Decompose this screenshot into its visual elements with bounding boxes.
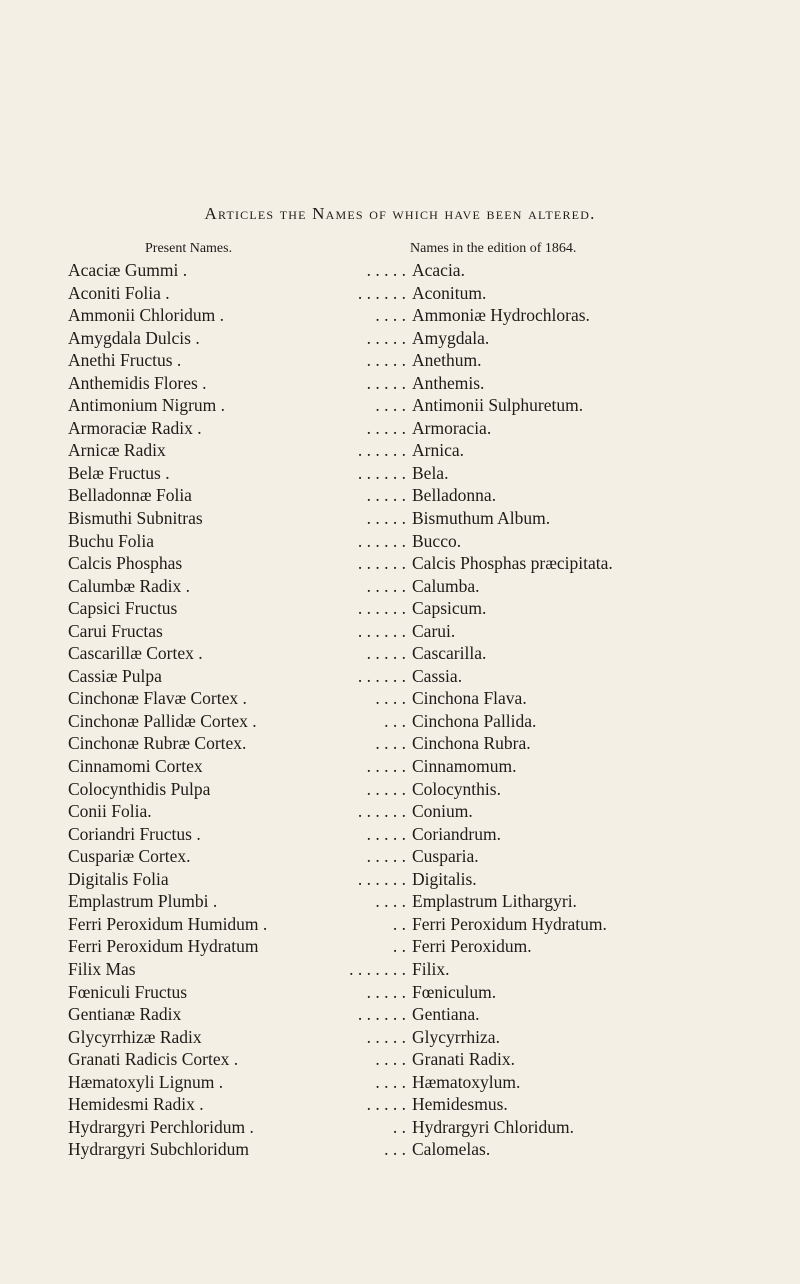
- dot-leader: . . . . .: [366, 327, 406, 348]
- table-row: [68, 282, 788, 305]
- present-name: Granati Radicis Cortex .: [68, 1049, 239, 1070]
- present-name: Antimonium Nigrum .: [68, 395, 226, 416]
- present-name: Digitalis Folia: [68, 868, 169, 889]
- present-name: Colocynthidis Pulpa: [68, 778, 211, 799]
- present-name: Cuspariæ Cortex.: [68, 846, 191, 867]
- dot-leader: . . . .: [375, 1049, 406, 1070]
- table-row: [68, 597, 788, 620]
- dot-leader: . . . . .: [366, 485, 406, 506]
- old-name: Bucco.: [412, 530, 462, 551]
- present-name: Cassiæ Pulpa: [68, 665, 162, 686]
- old-name: Digitalis.: [412, 868, 477, 889]
- present-name: Hydrargyri Subchloridum: [68, 1139, 249, 1160]
- present-name: Arnicæ Radix: [68, 440, 166, 461]
- old-name: Emplastrum Lithargyri.: [412, 891, 577, 912]
- present-name: Cinchonæ Rubræ Cortex.: [68, 733, 247, 754]
- table-row: [68, 958, 788, 981]
- old-name: Cinchona Flava.: [412, 688, 527, 709]
- present-name: Conii Folia.: [68, 801, 152, 822]
- table-row: [68, 642, 788, 665]
- present-name: Bismuthi Subnitras: [68, 508, 203, 529]
- old-name: Belladonna.: [412, 485, 497, 506]
- present-name: Fœniculi Fructus: [68, 981, 188, 1002]
- dot-leader: . . . . .: [366, 508, 406, 529]
- old-name: Cascarilla.: [412, 643, 487, 664]
- dot-leader: . . . .: [375, 891, 406, 912]
- old-name: Cinchona Pallida.: [412, 710, 537, 731]
- table-row: [68, 507, 788, 530]
- old-name: Hemidesmus.: [412, 1094, 508, 1115]
- dot-leader: . . . . .: [366, 823, 406, 844]
- table-row: [68, 575, 788, 598]
- dot-leader: . . . . .: [366, 372, 406, 393]
- old-name: Cinchona Rubra.: [412, 733, 531, 754]
- table-row: [68, 710, 788, 733]
- old-name: Amygdala.: [412, 327, 490, 348]
- dot-leader: . . . . . .: [357, 598, 406, 619]
- page-heading: Articles the Names of which have been altered.: [204, 204, 596, 223]
- present-name: Hæmatoxyli Lignum .: [68, 1071, 224, 1092]
- dot-leader: . .: [392, 913, 406, 934]
- table-row: [68, 1116, 788, 1139]
- table-row: [68, 304, 788, 327]
- old-name: Ferri Peroxidum Hydratum.: [412, 913, 607, 934]
- old-name: Cusparia.: [412, 846, 479, 867]
- dot-leader: . . . . . .: [357, 553, 406, 574]
- table-row: [68, 439, 788, 462]
- table-row: [68, 327, 788, 350]
- table-row: [68, 530, 788, 553]
- present-name: Coriandri Fructus .: [68, 823, 201, 844]
- dot-leader: . . . . . . .: [349, 958, 406, 979]
- table-row: [68, 687, 788, 710]
- present-name: Ferri Peroxidum Humidum .: [68, 913, 268, 934]
- old-name: Bela.: [412, 462, 449, 483]
- table-row: [68, 800, 788, 823]
- table-row: [68, 1048, 788, 1071]
- table-row: [68, 890, 788, 913]
- table-row: [68, 981, 788, 1004]
- old-name: Conium.: [412, 801, 473, 822]
- present-name: Carui Fructas: [68, 620, 163, 641]
- table-row: [68, 868, 788, 891]
- old-name: Granati Radix.: [412, 1049, 516, 1070]
- dot-leader: . . . . . .: [357, 801, 406, 822]
- dot-leader: . . .: [384, 1139, 406, 1160]
- table-row: [68, 259, 788, 282]
- present-name: Emplastrum Plumbi .: [68, 891, 218, 912]
- table-row: [68, 1138, 788, 1161]
- dot-leader: . . . . .: [366, 846, 406, 867]
- present-name: Amygdala Dulcis .: [68, 327, 200, 348]
- dot-leader: . . . .: [375, 1071, 406, 1092]
- old-name: Ammoniæ Hydrochloras.: [412, 305, 590, 326]
- table-row: [68, 394, 788, 417]
- table-row: [68, 665, 788, 688]
- dot-leader: . . . . .: [366, 260, 406, 280]
- dot-leader: . . . . . .: [357, 665, 406, 686]
- present-name: Calumbæ Radix .: [68, 575, 191, 596]
- present-name: Capsici Fructus: [68, 598, 178, 619]
- present-name: Anthemidis Flores .: [68, 372, 207, 393]
- old-name: Cassia.: [412, 665, 463, 686]
- dot-leader: . . . . .: [366, 756, 406, 777]
- dot-leader: . . . . . .: [357, 440, 406, 461]
- table-row: [68, 913, 788, 936]
- dot-leader: . . . . .: [366, 575, 406, 596]
- present-name: Filix Mas: [68, 958, 136, 979]
- table-row: [68, 372, 788, 395]
- old-name: Gentiana.: [412, 1004, 480, 1025]
- old-name: Capsicum.: [412, 598, 487, 619]
- dot-leader: . . . .: [375, 305, 406, 326]
- table-row: [68, 484, 788, 507]
- dot-leader: . . . . .: [366, 350, 406, 371]
- dot-leader: . . . .: [375, 688, 406, 709]
- dot-leader: . . . . .: [366, 981, 406, 1002]
- present-name: Acaciæ Gummi .: [68, 260, 188, 280]
- old-name: Fœniculum.: [412, 981, 497, 1002]
- table-row: [68, 1093, 788, 1116]
- present-name: Hemidesmi Radix .: [68, 1094, 204, 1115]
- present-name: Glycyrrhizæ Radix: [68, 1026, 202, 1047]
- present-name: Armoraciæ Radix .: [68, 417, 202, 438]
- old-name: Cinnamomum.: [412, 756, 517, 777]
- present-name: Ferri Peroxidum Hydratum: [68, 936, 259, 957]
- dot-leader: . . . . .: [366, 1026, 406, 1047]
- present-name: Buchu Folia: [68, 530, 155, 551]
- present-name: Cinchonæ Pallidæ Cortex .: [68, 710, 257, 731]
- old-name: Anethum.: [412, 350, 482, 371]
- present-name: Cascarillæ Cortex .: [68, 643, 203, 664]
- old-name: Filix.: [412, 958, 450, 979]
- present-name: Cinnamomi Cortex: [68, 756, 203, 777]
- dot-leader: . . . . . .: [357, 1004, 406, 1025]
- dot-leader: . . . . .: [366, 1094, 406, 1115]
- old-name: Calomelas.: [412, 1139, 491, 1160]
- column-header-old-names: Names in the edition of 1864.: [410, 241, 577, 256]
- old-name: Acacia.: [412, 260, 465, 280]
- old-name: Calcis Phosphas præcipitata.: [412, 553, 613, 574]
- table-row: [68, 417, 788, 440]
- table-row: [68, 845, 788, 868]
- old-name: Anthemis.: [412, 372, 485, 393]
- dot-leader: . . . . . .: [357, 530, 406, 551]
- dot-leader: . . . .: [375, 395, 406, 416]
- old-name: Colocynthis.: [412, 778, 501, 799]
- table-row: [68, 935, 788, 958]
- present-name: Cinchonæ Flavæ Cortex .: [68, 688, 247, 709]
- old-name: Arnica.: [412, 440, 464, 461]
- table-row: [68, 1071, 788, 1094]
- dot-leader: . . . . . .: [357, 282, 406, 303]
- table-row: [68, 823, 788, 846]
- names-table: [68, 259, 788, 1161]
- old-name: Carui.: [412, 620, 456, 641]
- present-name: Ammonii Chloridum .: [68, 305, 225, 326]
- old-name: Aconitum.: [412, 282, 487, 303]
- old-name: Ferri Peroxidum.: [412, 936, 532, 957]
- table-row: [68, 620, 788, 643]
- dot-leader: . . . .: [375, 733, 406, 754]
- table-row: [68, 552, 788, 575]
- present-name: Anethi Fructus .: [68, 350, 182, 371]
- present-name: Belæ Fructus .: [68, 462, 170, 483]
- old-name: Hydrargyri Chloridum.: [412, 1116, 575, 1137]
- dot-leader: . . . . . .: [357, 462, 406, 483]
- present-name: Hydrargyri Perchloridum .: [68, 1116, 254, 1137]
- present-name: Calcis Phosphas: [68, 553, 183, 574]
- table-row: [68, 778, 788, 801]
- present-name: Aconiti Folia .: [68, 282, 170, 303]
- old-name: Armoracia.: [412, 417, 492, 438]
- old-name: Bismuthum Album.: [412, 508, 551, 529]
- column-header-present-names: Present Names.: [145, 241, 233, 256]
- dot-leader: . .: [392, 1116, 406, 1137]
- present-name: Gentianæ Radix: [68, 1004, 182, 1025]
- table-row: [68, 755, 788, 778]
- old-name: Coriandrum.: [412, 823, 501, 844]
- table-row: [68, 349, 788, 372]
- old-name: Calumba.: [412, 575, 480, 596]
- dot-leader: . .: [392, 936, 406, 957]
- table-row: [68, 732, 788, 755]
- present-name: Belladonnæ Folia: [68, 485, 192, 506]
- dot-leader: . . . . .: [366, 778, 406, 799]
- old-name: Glycyrrhiza.: [412, 1026, 500, 1047]
- old-name: Hæmatoxylum.: [412, 1071, 521, 1092]
- table-row: [68, 1003, 788, 1026]
- table-row: [68, 1026, 788, 1049]
- table-row: [68, 462, 788, 485]
- dot-leader: . . . . . .: [357, 868, 406, 889]
- old-name: Antimonii Sulphuretum.: [412, 395, 584, 416]
- dot-leader: . . .: [384, 710, 406, 731]
- dot-leader: . . . . .: [366, 643, 406, 664]
- dot-leader: . . . . . .: [357, 620, 406, 641]
- dot-leader: . . . . .: [366, 417, 406, 438]
